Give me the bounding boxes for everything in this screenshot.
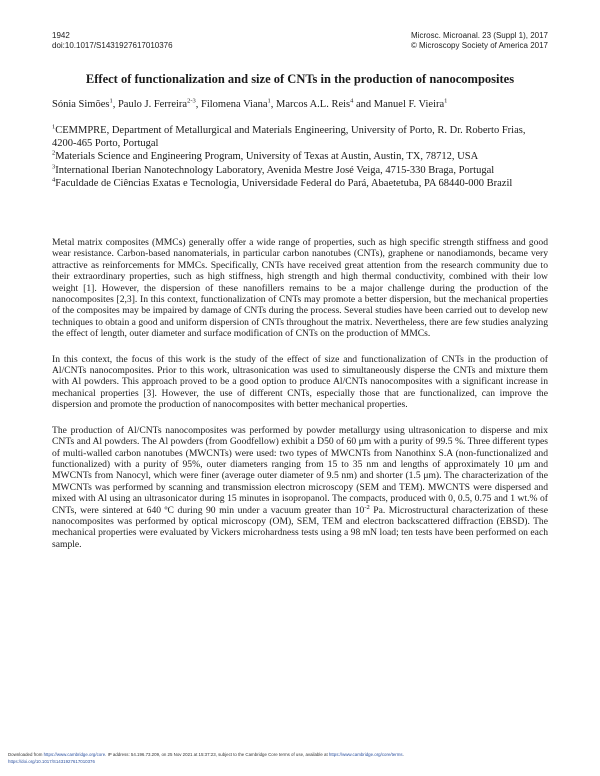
page-header-left	[52, 31, 173, 51]
doi-link[interactable]: https://doi.org/10.1017/S1431927617010376	[8, 758, 95, 764]
paper-title: Effect of functionalization and size of CNTs in the production of nanocomposites	[85, 72, 515, 86]
author: Sónia Simões$^1$,	[52, 97, 118, 110]
journal-citation: Microsc. Microanal. 23 (Suppl 1), 2017	[411, 31, 548, 40]
author: Marcos A.L. Reis$^4$ and	[276, 97, 374, 110]
affiliation-list	[52, 125, 548, 192]
copyright: © Microscopy Society of America 2017	[410, 41, 548, 50]
author-list	[52, 98, 548, 111]
affiliation: $^1$CEMMPRE, Department of Metallurgical and Materials Engineering, University of Porto, R. Dr. Roberto Frias, 4200-465 Porto, Portugal	[52, 123, 526, 149]
paragraph-methods: The production of Al/CNTs nanocomposites was performed by powder metallurgy using ultrasonication to disperse and mix CNTs and Al powders. The Al powders (from Goodfellow) exhibit a D50 of 60 μm with a purity of 99.5 %. Three different types of multi-walled carbon nanotubes (MWCNTs) were used: two types of MWCNTs from Nanothinx S.A (non-functionalized and functionalized) with a purity of 95%, outer diameters ranging from 15 to 35 nm and lengths of approximately 10 μm and MWCNTs from Nanocyl, which were finer (average outer diameter of 9.5 nm) and shorter (1.5 μm). The characterization of the MWCNTs was performed by scanning and transmission electron microscopy (SEM and TEM). MWCNTS were dispersed and mixed with Al using an ultrasonicator during 15 minutes in isopropanol. The compacts, produced with 0, 0.5, 0.75 and 1 wt.% of CNTs, were sintered at 640 ºC during 90 min under a vacuum greater than $10^{-2}$ Pa. Microstructural characterization of these nanocomposites was performed by optical microscopy (OM), SEM, TEM and electron backscattered diffraction (EBSD). The mechanical properties were evaluated by Vickers microhardness tests using a 98 mN load; ten tests have been performed on each sample.	[52, 424, 548, 550]
author: Manuel F. Vieira$^1$	[373, 97, 448, 110]
terms-link[interactable]: https://www.cambridge.org/core/terms	[328, 752, 403, 757]
affiliation: $^3$International Iberian Nanotechnology Laboratory, Avenida Mestre José Veiga, 4715-330 Braga, Portugal	[52, 163, 495, 176]
page-number: 1942	[52, 31, 70, 40]
affiliation: $^2$Materials Science and Engineering Program, University of Texas at Austin, Austin, TX, 78712, USA	[52, 149, 479, 163]
paragraph-objective: In this context, the focus of this work is the study of the effect of size and functionalization of CNTs in the production of Al/CNTs nanocomposites. Prior to this work, ultrasonication was used to simultaneously disperse the CNTs and mixture them with Al powders. This approach proved to be a good option to produce Al/CNTs nanocomposites with a significant increase in mechanical properties [3]. However, the use of different CNTs, especially those that are functionalized, can improve the dispersion and promote the production of nanocomposites with better mechanical properties.	[52, 353, 548, 411]
core-link[interactable]: https://www.cambridge.org/core	[43, 752, 106, 757]
author: Paulo J. Ferreira$^{2-3}$,	[117, 97, 201, 110]
abstract-body	[52, 237, 548, 564]
paragraph-introduction: Metal matrix composites (MMCs) generally offer a wide range of properties, such as high specific strength stiffness and good wear resistance. Carbon-based nanomaterials, in particular carbon nanotubes (CNTs), graphene or nanodiamonds, became very attractive as reinforcements for MMCs. Specifically, CNTs have received great attention from the research community due to their extraordinary properties, such as high stiffness, high strength and high thermal conductivity, combined with their low weight [1]. However, the dispersion of these nanofillers remains to be a major challenge during the production of the nanocomposites [2,3]. In this context, functionalization of CNTs may promote a better dispersion, but the mechanical properties of the composites may be impaired by damage of CNTs during the process. Several studies have been carried out to develop new techniques to obtain a good and uniform dispersion of CNTs throughout the matrix. Nevertheless, there are few studies analyzing the effect of length, outer diameter and surface modification of CNTs on the production of MMCs.	[52, 237, 548, 340]
page-header-right	[411, 31, 548, 51]
doi: doi:10.1017/S1431927617010376	[52, 41, 173, 50]
affiliation: $^4$Faculdade de Ciências Exatas e Tecnologia, Universidade Federal do Pará, Abaetetuba, PA 68440-000 Brazil	[52, 176, 513, 190]
author: Filomena Viana$^1$,	[201, 97, 277, 110]
download-footer: Downloaded from https://www.cambridge.org/core. IP address: 54.196.73.209, on 25 Nov 2021 at 15:37:23, subject to the Cambridge Core terms of use, available at https://www.cambridge.org/core/terms. https://doi.org/10.1017/S1431927617010376	[8, 752, 404, 764]
